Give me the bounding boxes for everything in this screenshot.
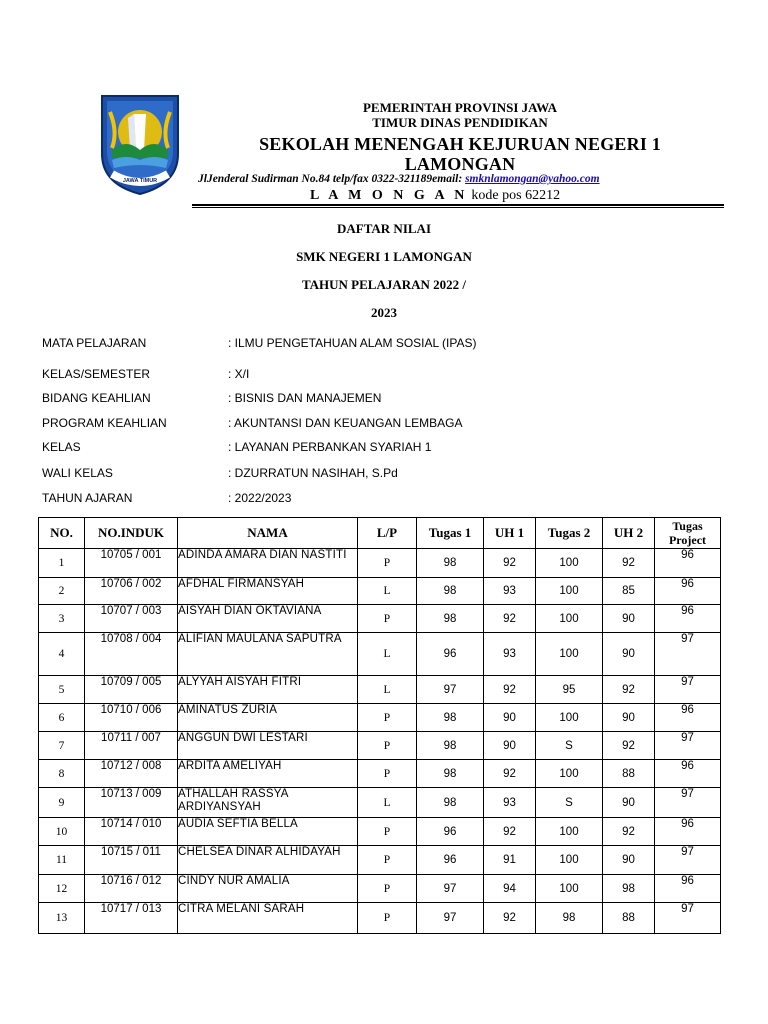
cell-tugas1: 98 bbox=[417, 760, 484, 788]
cell-tugas2: 100 bbox=[536, 605, 603, 633]
cell-nama: AISYAH DIAN OKTAVIANA bbox=[178, 605, 358, 633]
cell-uh2: 90 bbox=[603, 846, 655, 875]
east-java-emblem-icon bbox=[98, 92, 182, 196]
cell-lp: P bbox=[358, 875, 417, 903]
table-row bbox=[39, 676, 721, 704]
cell-tugas1: 96 bbox=[417, 818, 484, 846]
cell-tugas-project: 96 bbox=[655, 818, 721, 846]
cell-uh1: 90 bbox=[484, 704, 536, 732]
table-row bbox=[39, 818, 721, 846]
cell-tugas-project: 97 bbox=[655, 732, 721, 760]
cell-uh1: 93 bbox=[484, 578, 536, 605]
cell-lp: P bbox=[358, 903, 417, 934]
cell-nama: CITRA MELANI SARAH bbox=[178, 903, 358, 934]
cell-lp: P bbox=[358, 704, 417, 732]
info-value: : DZURRATUN NASIHAH, S.Pd bbox=[228, 466, 398, 480]
cell-no-induk: 10712 / 008 bbox=[85, 760, 178, 788]
header-uh1: UH 1 bbox=[484, 518, 536, 549]
cell-tugas-project: 97 bbox=[655, 633, 721, 676]
cell-nama: ALYYAH AISYAH FITRI bbox=[178, 676, 358, 704]
header-rule-thin bbox=[192, 207, 724, 208]
cell-uh2: 92 bbox=[603, 676, 655, 704]
info-value: : LAYANAN PERBANKAN SYARIAH 1 bbox=[228, 440, 432, 454]
cell-uh1: 92 bbox=[484, 818, 536, 846]
cell-lp: L bbox=[358, 633, 417, 676]
cell-tugas1: 97 bbox=[417, 903, 484, 934]
cell-no: 9 bbox=[39, 788, 85, 818]
info-label: MATA PELAJARAN bbox=[42, 336, 147, 350]
cell-no: 5 bbox=[39, 676, 85, 704]
table-row bbox=[39, 903, 721, 934]
cell-tugas2: 100 bbox=[536, 760, 603, 788]
cell-tugas1: 98 bbox=[417, 788, 484, 818]
cell-tugas-project: 97 bbox=[655, 846, 721, 875]
cell-tugas-project: 96 bbox=[655, 760, 721, 788]
table-row bbox=[39, 704, 721, 732]
grades-table bbox=[38, 517, 721, 934]
cell-no: 10 bbox=[39, 818, 85, 846]
info-label: PROGRAM KEAHLIAN bbox=[42, 416, 167, 430]
cell-tugas1: 98 bbox=[417, 605, 484, 633]
cell-no-induk: 10713 / 009 bbox=[85, 788, 178, 818]
cell-tugas2: 95 bbox=[536, 676, 603, 704]
table-row bbox=[39, 875, 721, 903]
school-name-line2: LAMONGAN bbox=[404, 154, 516, 174]
cell-tugas1: 96 bbox=[417, 633, 484, 676]
cell-lp: P bbox=[358, 818, 417, 846]
cell-uh1: 93 bbox=[484, 788, 536, 818]
cell-no: 4 bbox=[39, 633, 85, 676]
cell-no-induk: 10707 / 003 bbox=[85, 605, 178, 633]
cell-uh2: 92 bbox=[603, 818, 655, 846]
cell-tugas-project: 97 bbox=[655, 676, 721, 704]
cell-tugas-project: 96 bbox=[655, 704, 721, 732]
cell-tugas-project: 97 bbox=[655, 903, 721, 934]
info-label: KELAS/SEMESTER bbox=[42, 367, 151, 381]
cell-nama: ADINDA AMARA DIAN NASTITI bbox=[178, 549, 358, 578]
cell-lp: P bbox=[358, 760, 417, 788]
header-tugas1: Tugas 1 bbox=[417, 518, 484, 549]
cell-uh1: 92 bbox=[484, 903, 536, 934]
cell-tugas2: 100 bbox=[536, 818, 603, 846]
cell-tugas1: 96 bbox=[417, 846, 484, 875]
cell-tugas2: 98 bbox=[536, 903, 603, 934]
info-value: : X/I bbox=[228, 367, 250, 381]
cell-tugas-project: 97 bbox=[655, 788, 721, 818]
cell-no: 6 bbox=[39, 704, 85, 732]
doc-year-line2: 2023 bbox=[371, 305, 397, 320]
cell-no-induk: 10715 / 011 bbox=[85, 846, 178, 875]
cell-no: 1 bbox=[39, 549, 85, 578]
table-row bbox=[39, 846, 721, 875]
cell-tugas2: 100 bbox=[536, 549, 603, 578]
cell-no: 7 bbox=[39, 732, 85, 760]
table-row bbox=[39, 549, 721, 578]
cell-uh1: 94 bbox=[484, 875, 536, 903]
cell-no-induk: 10710 / 006 bbox=[85, 704, 178, 732]
city-name: L A M O N G A N bbox=[310, 188, 468, 203]
table-row bbox=[39, 788, 721, 818]
header-lp: L/P bbox=[358, 518, 417, 549]
cell-uh1: 92 bbox=[484, 605, 536, 633]
cell-nama: AFDHAL FIRMANSYAH bbox=[178, 578, 358, 605]
header-rule-thick bbox=[192, 204, 724, 206]
cell-uh2: 90 bbox=[603, 605, 655, 633]
info-label: WALI KELAS bbox=[42, 466, 113, 480]
school-logo bbox=[98, 92, 182, 196]
cell-no-induk: 10714 / 010 bbox=[85, 818, 178, 846]
cell-tugas1: 98 bbox=[417, 704, 484, 732]
cell-tugas-project: 96 bbox=[655, 605, 721, 633]
cell-nama: CINDY NUR AMALIA bbox=[178, 875, 358, 903]
cell-no-induk: 10709 / 005 bbox=[85, 676, 178, 704]
header-no-induk: NO.INDUK bbox=[85, 518, 178, 549]
cell-no-induk: 10708 / 004 bbox=[85, 633, 178, 676]
header-tugas2: Tugas 2 bbox=[536, 518, 603, 549]
header-line2: TIMUR DINAS PENDIDIKAN bbox=[372, 115, 548, 130]
cell-tugas1: 98 bbox=[417, 549, 484, 578]
info-label: TAHUN AJARAN bbox=[42, 491, 133, 505]
cell-tugas1: 98 bbox=[417, 578, 484, 605]
info-label: KELAS bbox=[42, 440, 81, 454]
cell-uh2: 92 bbox=[603, 732, 655, 760]
info-label: BIDANG KEAHLIAN bbox=[42, 391, 151, 405]
cell-tugas2: 100 bbox=[536, 875, 603, 903]
svg-text:JAWA TIMUR: JAWA TIMUR bbox=[122, 178, 158, 184]
cell-no: 8 bbox=[39, 760, 85, 788]
cell-tugas-project: 96 bbox=[655, 875, 721, 903]
cell-lp: L bbox=[358, 578, 417, 605]
table-row bbox=[39, 633, 721, 676]
cell-tugas2: 100 bbox=[536, 633, 603, 676]
cell-nama: ANGGUN DWI LESTARI bbox=[178, 732, 358, 760]
table-body bbox=[39, 549, 721, 934]
cell-tugas-project: 96 bbox=[655, 578, 721, 605]
cell-uh2: 88 bbox=[603, 760, 655, 788]
cell-tugas1: 98 bbox=[417, 732, 484, 760]
cell-no: 13 bbox=[39, 903, 85, 934]
cell-lp: L bbox=[358, 788, 417, 818]
doc-school: SMK NEGERI 1 LAMONGAN bbox=[296, 249, 472, 264]
cell-lp: L bbox=[358, 676, 417, 704]
table-row bbox=[39, 578, 721, 605]
cell-uh2: 90 bbox=[603, 633, 655, 676]
cell-uh1: 91 bbox=[484, 846, 536, 875]
cell-tugas2: S bbox=[536, 732, 603, 760]
cell-no: 12 bbox=[39, 875, 85, 903]
cell-uh2: 88 bbox=[603, 903, 655, 934]
cell-nama: CHELSEA DINAR ALHIDAYAH bbox=[178, 846, 358, 875]
cell-no-induk: 10706 / 002 bbox=[85, 578, 178, 605]
cell-no-induk: 10711 / 007 bbox=[85, 732, 178, 760]
cell-uh1: 92 bbox=[484, 676, 536, 704]
info-value: : AKUNTANSI DAN KEUANGAN LEMBAGA bbox=[228, 416, 463, 430]
table-row bbox=[39, 732, 721, 760]
address-text: JlJenderal Sudirman No.84 telp/fax 0322-321189email: bbox=[198, 173, 466, 185]
postcode: kode pos 62212 bbox=[467, 188, 561, 203]
cell-no-induk: 10716 / 012 bbox=[85, 875, 178, 903]
header-nama: NAMA bbox=[178, 518, 358, 549]
header-line1: PEMERINTAH PROVINSI JAWA bbox=[362, 100, 558, 115]
cell-lp: P bbox=[358, 605, 417, 633]
school-address bbox=[198, 173, 600, 185]
info-value: : BISNIS DAN MANAJEMEN bbox=[228, 391, 382, 405]
cell-nama: ALIFIAN MAULANA SAPUTRA bbox=[178, 633, 358, 676]
header-no: NO. bbox=[39, 518, 85, 549]
cell-uh2: 98 bbox=[603, 875, 655, 903]
cell-tugas-project: 96 bbox=[655, 549, 721, 578]
cell-no-induk: 10717 / 013 bbox=[85, 903, 178, 934]
cell-nama: ARDITA AMELIYAH bbox=[178, 760, 358, 788]
cell-uh2: 90 bbox=[603, 704, 655, 732]
doc-year-line1: TAHUN PELAJARAN 2022 / bbox=[301, 277, 467, 292]
table-row bbox=[39, 760, 721, 788]
info-value: : ILMU PENGETAHUAN ALAM SOSIAL (IPAS) bbox=[228, 336, 477, 350]
cell-lp: P bbox=[358, 549, 417, 578]
cell-lp: P bbox=[358, 846, 417, 875]
cell-nama: AMINATUS ZURIA bbox=[178, 704, 358, 732]
cell-tugas2: S bbox=[536, 788, 603, 818]
table-row bbox=[39, 605, 721, 633]
cell-lp: P bbox=[358, 732, 417, 760]
cell-tugas2: 100 bbox=[536, 578, 603, 605]
cell-tugas1: 97 bbox=[417, 875, 484, 903]
cell-uh2: 92 bbox=[603, 549, 655, 578]
cell-tugas1: 97 bbox=[417, 676, 484, 704]
header-uh2: UH 2 bbox=[603, 518, 655, 549]
cell-uh2: 85 bbox=[603, 578, 655, 605]
cell-no-induk: 10705 / 001 bbox=[85, 549, 178, 578]
cell-no: 11 bbox=[39, 846, 85, 875]
cell-tugas2: 100 bbox=[536, 846, 603, 875]
cell-nama: ATHALLAH RASSYA ARDIYANSYAH bbox=[178, 788, 358, 818]
school-name-line1: SEKOLAH MENENGAH KEJURUAN NEGERI 1 bbox=[259, 134, 661, 154]
cell-uh1: 90 bbox=[484, 732, 536, 760]
cell-uh1: 92 bbox=[484, 549, 536, 578]
cell-no: 3 bbox=[39, 605, 85, 633]
cell-nama: AUDIA SEFTIA BELLA bbox=[178, 818, 358, 846]
cell-uh1: 93 bbox=[484, 633, 536, 676]
cell-uh1: 92 bbox=[484, 760, 536, 788]
table-header-row bbox=[39, 518, 721, 549]
header-tugas-project: Tugas Project bbox=[655, 518, 721, 549]
city-line bbox=[310, 188, 560, 204]
doc-title: DAFTAR NILAI bbox=[336, 221, 431, 236]
cell-uh2: 90 bbox=[603, 788, 655, 818]
email-link[interactable]: smknlamongan@yahoo.com bbox=[465, 173, 600, 185]
info-value: : 2022/2023 bbox=[228, 491, 292, 505]
cell-no: 2 bbox=[39, 578, 85, 605]
cell-tugas2: 100 bbox=[536, 704, 603, 732]
